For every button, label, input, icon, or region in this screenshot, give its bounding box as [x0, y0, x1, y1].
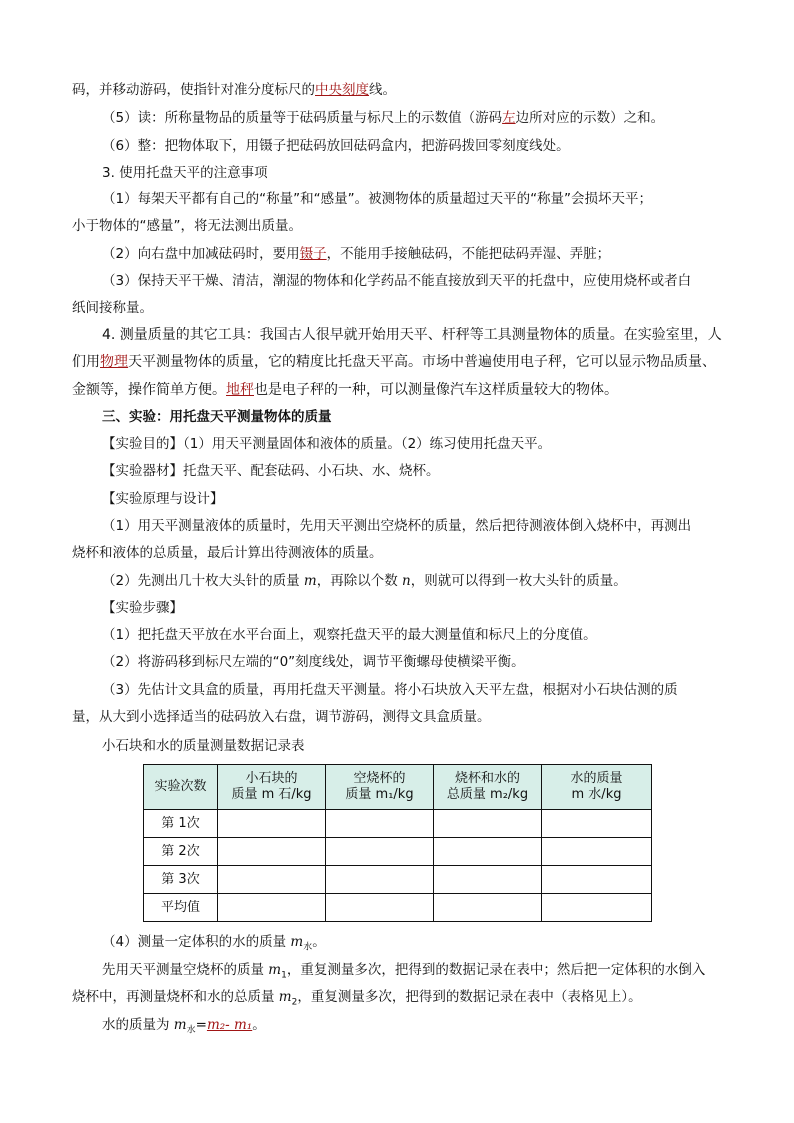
header-cell: 实验次数	[144, 765, 218, 810]
text-line: （2）将游码移到标尺左端的“0”刻度线处，调节平衡螺母使横梁平衡。	[102, 654, 525, 670]
row-label: 第 2次	[144, 838, 218, 866]
text-line: 量，从大到小选择适当的砝码放入右盘，调节游码，测得文具盒质量。	[72, 709, 491, 725]
text-line: 【实验目的】（1）用天平测量固体和液体的质量。（2）练习使用托盘天平。	[102, 436, 552, 452]
text-line: （1）把托盘天平放在水平台面上，观察托盘天平的最大测量值和标尺上的分度值。	[102, 627, 597, 643]
table-cell[interactable]	[434, 894, 542, 922]
highlighted-term: 左	[502, 110, 516, 126]
text-line: （6）整：把物体取下，用镊子把砝码放回砝码盒内，把游码拨回零刻度线处。	[102, 138, 570, 154]
header-cell: 烧杯和水的 总质量 m₂/kg	[434, 765, 542, 810]
section-heading: 3. 使用托盘天平的注意事项	[102, 165, 268, 181]
table-cell[interactable]	[218, 866, 326, 894]
text-line: 们用物理天平测量物体的质量，它的精度比托盘天平高。市场中普遍使用电子秤，它可以显示物品质量、	[72, 354, 716, 370]
highlighted-term: 中央刻度	[315, 82, 369, 98]
text-line: （1）用天平测量液体的质量时，先用天平测出空烧杯的质量，然后把待测液体倒入烧杯中，再测出	[102, 518, 692, 534]
table-cell[interactable]	[326, 866, 434, 894]
text-line: （4）测量一定体积的水的质量 $m_水$。	[102, 934, 326, 953]
table-cell[interactable]	[434, 810, 542, 838]
text-line: （5）读：所称量物品的质量等于砝码质量与标尺上的示数值（游码左边所对应的示数）之和。	[102, 110, 665, 126]
table-row	[144, 838, 652, 866]
table-row	[144, 866, 652, 894]
row-label: 第 3次	[144, 866, 218, 894]
text-line: 小于物体的“感量”，将无法测出质量。	[72, 218, 302, 234]
row-label: 平均值	[144, 894, 218, 922]
table-cell[interactable]	[218, 838, 326, 866]
row-label: 第 1次	[144, 810, 218, 838]
highlighted-term: 镊子	[299, 246, 327, 262]
table-row	[144, 894, 652, 922]
text-line: 【实验器材】托盘天平、配套砝码、小石块、水、烧杯。	[102, 463, 440, 479]
table-header-row	[144, 765, 652, 810]
text-line: 码，并移动游码，使指针对准分度标尺的中央刻度线。	[72, 82, 396, 98]
table-caption: 小石块和水的质量测量数据记录表	[102, 738, 305, 754]
text-line: （1）每架天平都有自己的“称量”和“感量”。被测物体的质量超过天平的“称量”会损坏天平；	[102, 191, 653, 207]
text-line: （2）向右盘中加减砝码时，要用镊子，不能用手接触砝码，不能把砝码弄湿、弄脏；	[102, 246, 611, 262]
text-line: 4. 测量质量的其它工具：我国古人很早就开始用天平、杆秤等工具测量物体的质量。在实验室里，人	[102, 327, 722, 343]
text-line: 水的质量为 $m_水=m_2-$ m₁。	[102, 1017, 266, 1036]
table-cell[interactable]	[542, 810, 652, 838]
text-line: 金额等，操作简单方便。地秤也是电子秤的一种，可以测量像汽车这样质量较大的物体。	[72, 382, 618, 398]
header-cell: 小石块的 质量 m 石/kg	[218, 765, 326, 810]
text-line: 【实验步骤】	[102, 600, 183, 616]
text-line: 纸间接称量。	[72, 300, 153, 316]
text-line: 烧杯中，再测量烧杯和水的总质量 $m_2$，重复测量多次，把得到的数据记录在表中（表格见上）。	[72, 989, 642, 1008]
header-cell: 水的质量 m 水/kg	[542, 765, 652, 810]
data-record-table	[143, 764, 652, 922]
highlighted-term: m₂- m₁	[206, 1017, 253, 1033]
text-line: 先用天平测量空烧杯的质量 $m_1$，重复测量多次，把得到的数据记录在表中；然后把一定体积的水倒入	[102, 962, 706, 981]
table-cell[interactable]	[434, 838, 542, 866]
table-cell[interactable]	[326, 810, 434, 838]
table-cell[interactable]	[326, 894, 434, 922]
section-heading: 三、实验：用托盘天平测量物体的质量	[102, 409, 332, 425]
header-cell: 空烧杯的 质量 m₁/kg	[326, 765, 434, 810]
table-cell[interactable]	[542, 866, 652, 894]
table-cell[interactable]	[434, 866, 542, 894]
highlighted-term: 地秤	[226, 382, 254, 398]
table-cell[interactable]	[542, 894, 652, 922]
highlighted-term: 物理	[100, 354, 128, 370]
text-line: （3）先估计文具盒的质量，再用托盘天平测量。将小石块放入天平左盘，根据对小石块估测的质	[102, 682, 678, 698]
text-line: 【实验原理与设计】	[102, 491, 224, 507]
table-cell[interactable]	[218, 810, 326, 838]
text-line: （2）先测出几十枚大头针的质量 m，再除以个数 n，则就可以得到一枚大头针的质量。	[102, 573, 627, 589]
table-cell[interactable]	[218, 894, 326, 922]
text-line: （3）保持天平干燥、清洁，潮湿的物体和化学药品不能直接放到天平的托盘中，应使用烧杯或者白	[102, 273, 692, 289]
text-line: 烧杯和液体的总质量，最后计算出待测液体的质量。	[72, 545, 383, 561]
table-cell[interactable]	[326, 838, 434, 866]
table-cell[interactable]	[542, 838, 652, 866]
table-row	[144, 810, 652, 838]
